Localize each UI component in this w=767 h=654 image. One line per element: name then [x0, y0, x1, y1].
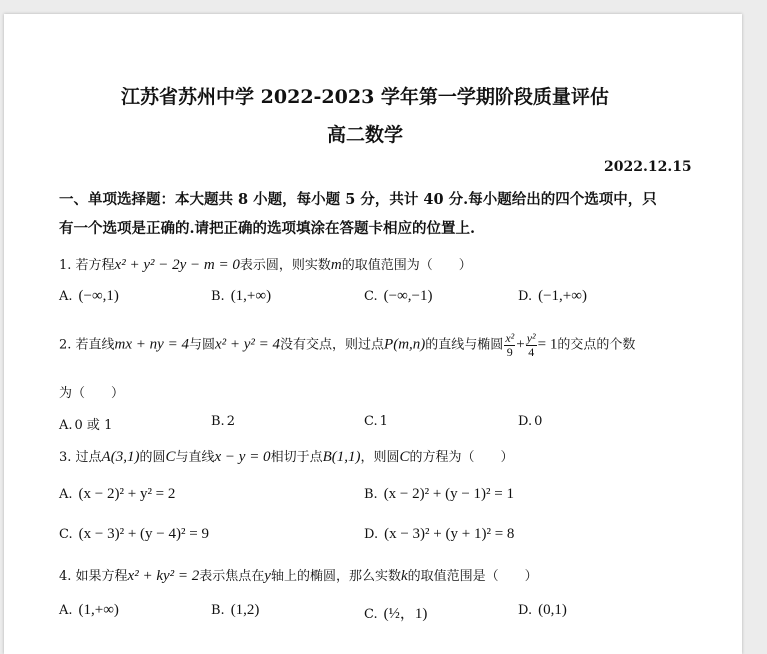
q4-text3: 的取值范围是（ ） [407, 569, 538, 584]
q3-option-c[interactable]: C. (x − 3)² + (y − 4)² = 9 [59, 526, 209, 542]
q1-option-b[interactable]: B. (1,+∞) [211, 288, 272, 304]
document-title: 江苏省苏州中学 2022-2023 学年第一学期阶段质量评估 [121, 86, 609, 108]
q2-ellipse-frac-x: $\frac{\text{x²}}{9}$ [505, 331, 515, 359]
document-subtitle: 高二数学 [326, 124, 403, 146]
q1-suffix: 的取值范围为（ ） [341, 258, 472, 273]
question-1 [59, 254, 472, 274]
q3-text3: 相切于点 [270, 450, 323, 465]
q4-option-a[interactable]: A. (1,+∞) [59, 602, 119, 618]
q2-circle-equation: x² + y² = 4 [214, 336, 281, 353]
q3-option-d[interactable]: D. (x − 3)² + (y + 1)² = 8 [364, 526, 515, 542]
q3-option-a[interactable]: A. (x − 2)² + y² = 2 [59, 486, 176, 502]
q1-var: m [330, 257, 342, 273]
q2-option-c[interactable]: C. 1 [364, 414, 388, 429]
q4-text2: 轴上的椭圆，那么实数 [270, 569, 401, 584]
q3-text4: ，则圆 [360, 450, 400, 465]
q4-option-c[interactable]: C. (½，1) [364, 606, 428, 622]
q2-option-b[interactable]: B. 2 [211, 414, 235, 429]
q4-prefix: 4. 如果方程 [59, 569, 128, 584]
q2-prefix: 2. 若直线 [59, 337, 115, 353]
q2-text3: 的直线与椭圆 [425, 337, 504, 353]
q2-text2: 没有交点，则过点 [280, 337, 385, 353]
document-page [4, 14, 742, 654]
section-instructions-line2: 有一个选项是正确的.请把正确的选项填涂在答题卡相应的位置上. [59, 220, 476, 237]
q1-option-a[interactable]: A. (−∞,1) [59, 288, 119, 304]
q2-ellipse-rhs: = 1 [537, 336, 558, 353]
question-2: 2. 若直线mx + ny = 4与圆x² + y² = 4没有交点，则过点P(m,n)的直线与椭圆 $\frac{\text{x²}}{9}$ + $\frac{\text{y²}}{4}$ = 1的交点的个数 [59, 331, 636, 359]
q4-var: k [400, 568, 408, 584]
q4-axis: y [264, 568, 271, 584]
q2-text1: 与圆 [188, 337, 215, 353]
q4-equation: x² + ky² = 2 [127, 568, 200, 584]
question-4 [59, 565, 538, 585]
q3-prefix: 3. 过点 [59, 450, 102, 465]
q3-circle: C [165, 449, 176, 465]
q1-prefix: 1. 若方程 [59, 258, 115, 273]
exam-date: 2022.12.15 [604, 159, 692, 175]
q3-point-b: B(1,1) [322, 449, 361, 465]
q3-text5: 的方程为（ ） [409, 450, 514, 465]
q1-mid: 表示圆，则实数 [239, 258, 331, 273]
q2-line2: 为（ ） [59, 386, 125, 401]
q3-point-a: A(3,1) [101, 449, 140, 465]
q2-ellipse-frac-y: $\frac{\text{y²}}{4}$ [526, 331, 536, 359]
q2-option-d[interactable]: D. 0 [518, 414, 543, 429]
q3-text1: 的圆 [139, 450, 166, 465]
q3-option-b[interactable]: B. (x − 2)² + (y − 1)² = 1 [364, 486, 514, 502]
section-instructions-line1: 一、单项选择题：本大题共 8 小题，每小题 5 分，共计 40 分.每小题给出的四个选项中，只 [59, 191, 657, 208]
q2-point: P(m,n) [384, 336, 426, 353]
q1-option-c[interactable]: C. (−∞,−1) [364, 288, 433, 304]
q3-circle-ref: C [399, 449, 410, 465]
q2-option-a[interactable]: A. 0 或 1 [59, 418, 113, 433]
q3-line-equation: x − y = 0 [214, 449, 271, 465]
q3-text2: 与直线 [175, 450, 215, 465]
q1-equation: x² + y² − 2y − m = 0 [114, 257, 240, 273]
question-3 [59, 446, 514, 466]
q4-text1: 表示焦点在 [199, 569, 265, 584]
q1-option-d[interactable]: D. (−1,+∞) [518, 288, 587, 304]
q4-option-d[interactable]: D. (0,1) [518, 602, 567, 618]
q2-text4: 的交点的个数 [557, 337, 636, 353]
q4-option-b[interactable]: B. (1,2) [211, 602, 260, 618]
q2-line-equation: mx + ny = 4 [114, 336, 189, 353]
